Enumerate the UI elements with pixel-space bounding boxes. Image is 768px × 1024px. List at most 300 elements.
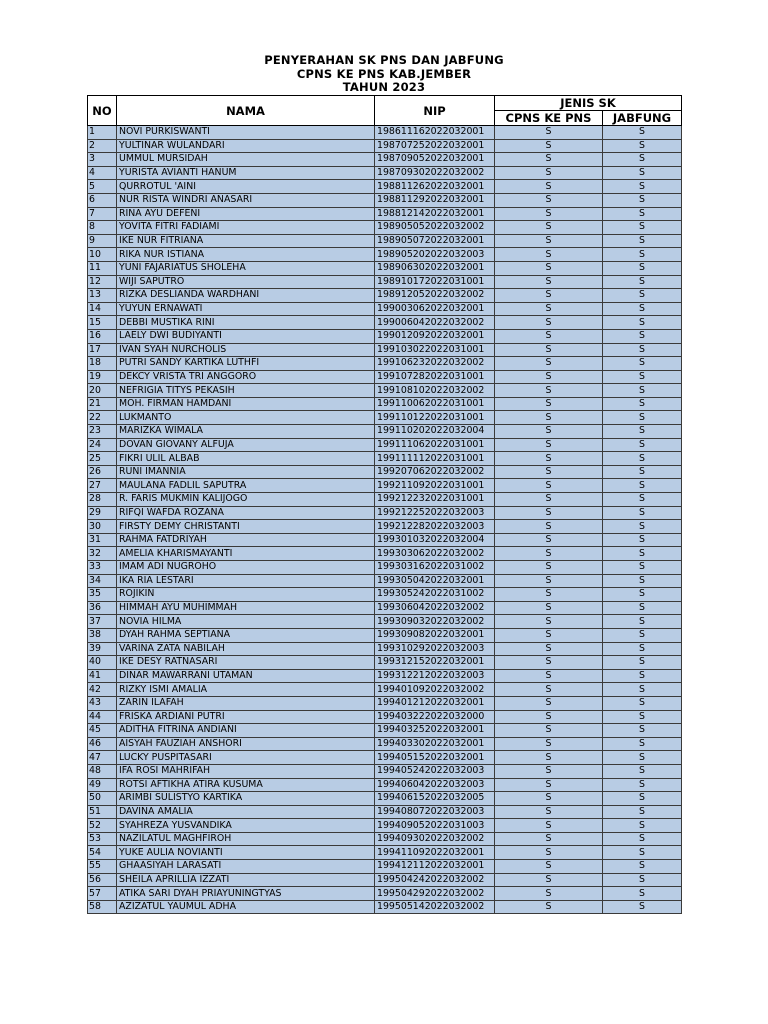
cell-jabfung: S: [603, 588, 682, 602]
cell-cpns-ke-pns: S: [495, 792, 603, 806]
cell-cpns-ke-pns: S: [495, 588, 603, 602]
cell-jabfung: S: [603, 329, 682, 343]
cell-nip: 198611162022032001: [375, 126, 495, 140]
cell-nip: 199408072022032003: [375, 805, 495, 819]
cell-nip: 198910172022031001: [375, 275, 495, 289]
cell-jabfung: S: [603, 302, 682, 316]
cell-no: 47: [88, 751, 117, 765]
cell-no: 26: [88, 465, 117, 479]
cell-no: 36: [88, 601, 117, 615]
cell-nip: 199309082022032001: [375, 628, 495, 642]
cell-nama: RUNI IMANNIA: [117, 465, 375, 479]
table-row: [88, 805, 682, 819]
cell-cpns-ke-pns: S: [495, 751, 603, 765]
cell-jabfung: S: [603, 615, 682, 629]
cell-jabfung: S: [603, 139, 682, 153]
cell-jabfung: S: [603, 234, 682, 248]
cell-jabfung: S: [603, 887, 682, 901]
cell-nip: 199106232022032002: [375, 357, 495, 371]
table-row: [88, 493, 682, 507]
cell-nama: AZIZATUL YAUMUL ADHA: [117, 900, 375, 914]
cell-nip: 199406152022032005: [375, 792, 495, 806]
cell-cpns-ke-pns: S: [495, 520, 603, 534]
cell-nama: LUKMANTO: [117, 411, 375, 425]
cell-jabfung: S: [603, 737, 682, 751]
table-row: [88, 438, 682, 452]
table-row: [88, 860, 682, 874]
cell-no: 23: [88, 425, 117, 439]
cell-nama: ROJIKIN: [117, 588, 375, 602]
cell-jabfung: S: [603, 275, 682, 289]
cell-cpns-ke-pns: S: [495, 656, 603, 670]
cell-nama: NAZILATUL MAGHFIROH: [117, 832, 375, 846]
cell-cpns-ke-pns: S: [495, 180, 603, 194]
cell-cpns-ke-pns: S: [495, 370, 603, 384]
table-row: [88, 520, 682, 534]
cell-cpns-ke-pns: S: [495, 846, 603, 860]
cell-cpns-ke-pns: S: [495, 452, 603, 466]
cell-cpns-ke-pns: S: [495, 221, 603, 235]
cell-no: 31: [88, 533, 117, 547]
cell-no: 21: [88, 397, 117, 411]
cell-nip: 199303162022031002: [375, 561, 495, 575]
cell-nip: 199403222022032000: [375, 710, 495, 724]
cell-no: 52: [88, 819, 117, 833]
cell-nama: DEKCY VRISTA TRI ANGGORO: [117, 370, 375, 384]
cell-jabfung: S: [603, 479, 682, 493]
cell-no: 17: [88, 343, 117, 357]
cell-jabfung: S: [603, 411, 682, 425]
table-row: [88, 710, 682, 724]
table-row: [88, 588, 682, 602]
cell-no: 16: [88, 329, 117, 343]
employee-table: [87, 95, 682, 914]
cell-nama: NOVIA HILMA: [117, 615, 375, 629]
cell-jabfung: S: [603, 832, 682, 846]
cell-jabfung: S: [603, 126, 682, 140]
cell-no: 32: [88, 547, 117, 561]
cell-cpns-ke-pns: S: [495, 126, 603, 140]
cell-nama: RIZKA DESLIANDA WARDHANI: [117, 289, 375, 303]
cell-cpns-ke-pns: S: [495, 696, 603, 710]
cell-no: 22: [88, 411, 117, 425]
cell-nama: NUR RISTA WINDRI ANASARI: [117, 193, 375, 207]
cell-no: 6: [88, 193, 117, 207]
cell-no: 41: [88, 669, 117, 683]
cell-jabfung: S: [603, 683, 682, 697]
cell-cpns-ke-pns: S: [495, 411, 603, 425]
cell-jabfung: S: [603, 357, 682, 371]
cell-nip: 199103022022031001: [375, 343, 495, 357]
cell-nama: ADITHA FITRINA ANDIANI: [117, 724, 375, 738]
title-line-1: PENYERAHAN SK PNS DAN JABFUNG: [264, 53, 504, 67]
cell-nama: RIKA NUR ISTIANA: [117, 248, 375, 262]
cell-nama: PUTRI SANDY KARTIKA LUTHFI: [117, 357, 375, 371]
cell-jabfung: S: [603, 710, 682, 724]
cell-jabfung: S: [603, 221, 682, 235]
cell-nip: 199012092022032001: [375, 329, 495, 343]
cell-nama: RIFQI WAFDA ROZANA: [117, 506, 375, 520]
table-row: [88, 696, 682, 710]
table-row: [88, 248, 682, 262]
cell-nama: FIRSTY DEMY CHRISTANTI: [117, 520, 375, 534]
table-row: [88, 669, 682, 683]
cell-no: 4: [88, 166, 117, 180]
cell-cpns-ke-pns: S: [495, 561, 603, 575]
cell-no: 3: [88, 153, 117, 167]
cell-nip: 199406042022032003: [375, 778, 495, 792]
cell-cpns-ke-pns: S: [495, 887, 603, 901]
cell-jabfung: S: [603, 397, 682, 411]
cell-nip: 199405242022032003: [375, 764, 495, 778]
cell-nama: IKA RIA LESTARI: [117, 574, 375, 588]
cell-nama: YOVITA FITRI FADIAMI: [117, 221, 375, 235]
cell-nip: 199312152022032001: [375, 656, 495, 670]
cell-nama: YUYUN ERNAWATI: [117, 302, 375, 316]
cell-jabfung: S: [603, 506, 682, 520]
cell-nama: AISYAH FAUZIAH ANSHORI: [117, 737, 375, 751]
cell-no: 37: [88, 615, 117, 629]
cell-no: 51: [88, 805, 117, 819]
cell-cpns-ke-pns: S: [495, 397, 603, 411]
cell-cpns-ke-pns: S: [495, 737, 603, 751]
cell-jabfung: S: [603, 153, 682, 167]
cell-cpns-ke-pns: S: [495, 805, 603, 819]
cell-nip: 198707252022032001: [375, 139, 495, 153]
cell-cpns-ke-pns: S: [495, 425, 603, 439]
cell-cpns-ke-pns: S: [495, 860, 603, 874]
cell-jabfung: S: [603, 343, 682, 357]
cell-cpns-ke-pns: S: [495, 683, 603, 697]
cell-no: 5: [88, 180, 117, 194]
cell-nama: NOVI PURKISWANTI: [117, 126, 375, 140]
cell-jabfung: S: [603, 819, 682, 833]
cell-jabfung: S: [603, 193, 682, 207]
cell-no: 38: [88, 628, 117, 642]
cell-no: 11: [88, 261, 117, 275]
cell-cpns-ke-pns: S: [495, 479, 603, 493]
cell-nama: DINAR MAWARRANI UTAMAN: [117, 669, 375, 683]
cell-nip: 199212252022032003: [375, 506, 495, 520]
cell-nama: YURISTA AVIANTI HANUM: [117, 166, 375, 180]
table-row: [88, 778, 682, 792]
cell-jabfung: S: [603, 520, 682, 534]
cell-cpns-ke-pns: S: [495, 873, 603, 887]
table-row: [88, 234, 682, 248]
cell-jabfung: S: [603, 669, 682, 683]
table-row: [88, 642, 682, 656]
cell-no: 2: [88, 139, 117, 153]
cell-cpns-ke-pns: S: [495, 153, 603, 167]
cell-nip: 198905202022032003: [375, 248, 495, 262]
cell-cpns-ke-pns: S: [495, 438, 603, 452]
cell-nama: IKE DESY RATNASARI: [117, 656, 375, 670]
cell-no: 14: [88, 302, 117, 316]
cell-cpns-ke-pns: S: [495, 465, 603, 479]
cell-nip: 199409302022032002: [375, 832, 495, 846]
cell-jabfung: S: [603, 261, 682, 275]
table-row: [88, 601, 682, 615]
cell-cpns-ke-pns: S: [495, 166, 603, 180]
cell-cpns-ke-pns: S: [495, 289, 603, 303]
table-row: [88, 397, 682, 411]
cell-jabfung: S: [603, 792, 682, 806]
cell-cpns-ke-pns: S: [495, 234, 603, 248]
cell-cpns-ke-pns: S: [495, 357, 603, 371]
table-row: [88, 751, 682, 765]
header-nip: NIP: [375, 96, 495, 126]
cell-no: 7: [88, 207, 117, 221]
cell-no: 53: [88, 832, 117, 846]
cell-jabfung: S: [603, 452, 682, 466]
cell-nip: 199303062022032002: [375, 547, 495, 561]
cell-nip: 199111112022031001: [375, 452, 495, 466]
table-row: [88, 506, 682, 520]
cell-cpns-ke-pns: S: [495, 574, 603, 588]
table-row: [88, 329, 682, 343]
cell-nama: MAULANA FADLIL SAPUTRA: [117, 479, 375, 493]
table-row: [88, 316, 682, 330]
table-row: [88, 139, 682, 153]
cell-jabfung: S: [603, 425, 682, 439]
table-row: [88, 628, 682, 642]
cell-no: 50: [88, 792, 117, 806]
cell-nama: DYAH RAHMA SEPTIANA: [117, 628, 375, 642]
cell-jabfung: S: [603, 207, 682, 221]
cell-nama: QURROTUL 'AINI: [117, 180, 375, 194]
cell-nip: 199305042022032001: [375, 574, 495, 588]
cell-nama: DAVINA AMALIA: [117, 805, 375, 819]
cell-nip: 199401092022032002: [375, 683, 495, 697]
cell-cpns-ke-pns: S: [495, 533, 603, 547]
cell-no: 42: [88, 683, 117, 697]
cell-no: 34: [88, 574, 117, 588]
cell-jabfung: S: [603, 561, 682, 575]
cell-no: 30: [88, 520, 117, 534]
cell-no: 9: [88, 234, 117, 248]
cell-no: 25: [88, 452, 117, 466]
cell-nama: FIKRI ULIL ALBAB: [117, 452, 375, 466]
cell-nama: MARIZKA WIMALA: [117, 425, 375, 439]
cell-jabfung: S: [603, 860, 682, 874]
cell-nip: 198906302022032001: [375, 261, 495, 275]
cell-nip: 199305242022031002: [375, 588, 495, 602]
cell-cpns-ke-pns: S: [495, 601, 603, 615]
cell-no: 29: [88, 506, 117, 520]
cell-nip: 199211092022031001: [375, 479, 495, 493]
header-jenis-sk: JENIS SK: [495, 96, 682, 111]
table-row: [88, 764, 682, 778]
table-body: [88, 126, 682, 914]
cell-nip: 198811292022032001: [375, 193, 495, 207]
table-row: [88, 465, 682, 479]
table-row: [88, 656, 682, 670]
cell-nip: 199110062022031001: [375, 397, 495, 411]
cell-jabfung: S: [603, 465, 682, 479]
cell-jabfung: S: [603, 438, 682, 452]
cell-nama: YULTINAR WULANDARI: [117, 139, 375, 153]
cell-nip: 199403302022032001: [375, 737, 495, 751]
cell-nama: RINA AYU DEFENI: [117, 207, 375, 221]
cell-jabfung: S: [603, 778, 682, 792]
cell-nama: UMMUL MURSIDAH: [117, 153, 375, 167]
table-row: [88, 792, 682, 806]
cell-nip: 198811262022032001: [375, 180, 495, 194]
cell-no: 57: [88, 887, 117, 901]
table-row: [88, 819, 682, 833]
header-jabfung: JABFUNG: [603, 111, 682, 126]
cell-nip: 199412112022032001: [375, 860, 495, 874]
cell-jabfung: S: [603, 764, 682, 778]
cell-nama: RAHMA FATDRIYAH: [117, 533, 375, 547]
cell-cpns-ke-pns: S: [495, 547, 603, 561]
cell-cpns-ke-pns: S: [495, 193, 603, 207]
cell-no: 44: [88, 710, 117, 724]
cell-nip: 199110202022032004: [375, 425, 495, 439]
cell-no: 39: [88, 642, 117, 656]
cell-nip: 199301032022032004: [375, 533, 495, 547]
cell-nama: NEFRIGIA TITYS PEKASIH: [117, 384, 375, 398]
table-row: [88, 887, 682, 901]
table-row: [88, 533, 682, 547]
cell-cpns-ke-pns: S: [495, 261, 603, 275]
cell-nip: 199401212022032001: [375, 696, 495, 710]
cell-nip: 198912052022032002: [375, 289, 495, 303]
cell-no: 48: [88, 764, 117, 778]
cell-nip: 199111062022031001: [375, 438, 495, 452]
cell-cpns-ke-pns: S: [495, 900, 603, 914]
cell-nama: WIJI SAPUTRO: [117, 275, 375, 289]
table-row: [88, 561, 682, 575]
table-row: [88, 370, 682, 384]
cell-jabfung: S: [603, 316, 682, 330]
cell-no: 56: [88, 873, 117, 887]
cell-jabfung: S: [603, 628, 682, 642]
table-row: [88, 166, 682, 180]
table-row: [88, 873, 682, 887]
cell-nama: YUKE AULIA NOVIANTI: [117, 846, 375, 860]
table-row: [88, 289, 682, 303]
cell-jabfung: S: [603, 166, 682, 180]
cell-cpns-ke-pns: S: [495, 384, 603, 398]
title-line-2: CPNS KE PNS KAB.JEMBER: [296, 66, 472, 81]
cell-no: 15: [88, 316, 117, 330]
cell-nip: 199405152022032001: [375, 751, 495, 765]
table-row: [88, 221, 682, 235]
header-cpns-ke-pns: CPNS KE PNS: [495, 111, 603, 126]
cell-no: 18: [88, 357, 117, 371]
cell-cpns-ke-pns: S: [495, 724, 603, 738]
cell-nip: 199505142022032002: [375, 900, 495, 914]
cell-nama: MOH. FIRMAN HAMDANI: [117, 397, 375, 411]
header-nama: NAMA: [117, 96, 375, 126]
cell-cpns-ke-pns: S: [495, 248, 603, 262]
cell-cpns-ke-pns: S: [495, 819, 603, 833]
table-row: [88, 411, 682, 425]
cell-cpns-ke-pns: S: [495, 493, 603, 507]
cell-no: 43: [88, 696, 117, 710]
cell-nama: DEBBI MUSTIKA RINI: [117, 316, 375, 330]
cell-no: 55: [88, 860, 117, 874]
table-row: [88, 207, 682, 221]
cell-jabfung: S: [603, 547, 682, 561]
cell-nama: SYAHREZA YUSVANDIKA: [117, 819, 375, 833]
cell-jabfung: S: [603, 574, 682, 588]
cell-cpns-ke-pns: S: [495, 275, 603, 289]
cell-cpns-ke-pns: S: [495, 302, 603, 316]
table-row: [88, 574, 682, 588]
cell-nama: AMELIA KHARISMAYANTI: [117, 547, 375, 561]
cell-no: 58: [88, 900, 117, 914]
table-row: [88, 384, 682, 398]
table-row: [88, 357, 682, 371]
cell-nama: LUCKY PUSPITASARI: [117, 751, 375, 765]
table-row: [88, 180, 682, 194]
cell-nip: 199006042022032002: [375, 316, 495, 330]
cell-jabfung: S: [603, 289, 682, 303]
cell-no: 10: [88, 248, 117, 262]
cell-nip: 199003062022032001: [375, 302, 495, 316]
cell-jabfung: S: [603, 805, 682, 819]
cell-cpns-ke-pns: S: [495, 329, 603, 343]
cell-nip: 199309032022032002: [375, 615, 495, 629]
table-row: [88, 153, 682, 167]
cell-nama: ARIMBI SULISTYO KARTIKA: [117, 792, 375, 806]
table-row: [88, 724, 682, 738]
cell-nip: 199403252022032001: [375, 724, 495, 738]
cell-nama: LAELY DWI BUDIYANTI: [117, 329, 375, 343]
cell-nip: 198905072022032001: [375, 234, 495, 248]
cell-cpns-ke-pns: S: [495, 139, 603, 153]
cell-cpns-ke-pns: S: [495, 207, 603, 221]
table-row: [88, 193, 682, 207]
cell-nip: 199504242022032002: [375, 873, 495, 887]
cell-no: 33: [88, 561, 117, 575]
cell-nama: VARINA ZATA NABILAH: [117, 642, 375, 656]
table-row: [88, 126, 682, 140]
cell-nama: SHEILA APRILLIA IZZATI: [117, 873, 375, 887]
cell-no: 45: [88, 724, 117, 738]
cell-nama: IFA ROSI MAHRIFAH: [117, 764, 375, 778]
title-line-3: TAHUN 2023: [342, 80, 426, 94]
cell-no: 35: [88, 588, 117, 602]
cell-jabfung: S: [603, 493, 682, 507]
table-row: [88, 900, 682, 914]
cell-nip: 199310292022032003: [375, 642, 495, 656]
cell-no: 49: [88, 778, 117, 792]
cell-cpns-ke-pns: S: [495, 642, 603, 656]
cell-nip: 199212282022032003: [375, 520, 495, 534]
cell-no: 19: [88, 370, 117, 384]
cell-nama: ROTSI AFTIKHA ATIRA KUSUMA: [117, 778, 375, 792]
table-row: [88, 452, 682, 466]
cell-nama: RIZKY ISMI AMALIA: [117, 683, 375, 697]
cell-jabfung: S: [603, 724, 682, 738]
cell-nama: R. FARIS MUKMIN KALIJOGO: [117, 493, 375, 507]
cell-cpns-ke-pns: S: [495, 628, 603, 642]
cell-nip: 199110122022031001: [375, 411, 495, 425]
cell-no: 27: [88, 479, 117, 493]
cell-jabfung: S: [603, 370, 682, 384]
cell-nip: 199207062022032002: [375, 465, 495, 479]
cell-nip: 199504292022032002: [375, 887, 495, 901]
cell-jabfung: S: [603, 873, 682, 887]
cell-jabfung: S: [603, 248, 682, 262]
cell-no: 54: [88, 846, 117, 860]
cell-nip: 199212232022031001: [375, 493, 495, 507]
cell-nip: 199409052022031003: [375, 819, 495, 833]
cell-nip: 199411092022032001: [375, 846, 495, 860]
